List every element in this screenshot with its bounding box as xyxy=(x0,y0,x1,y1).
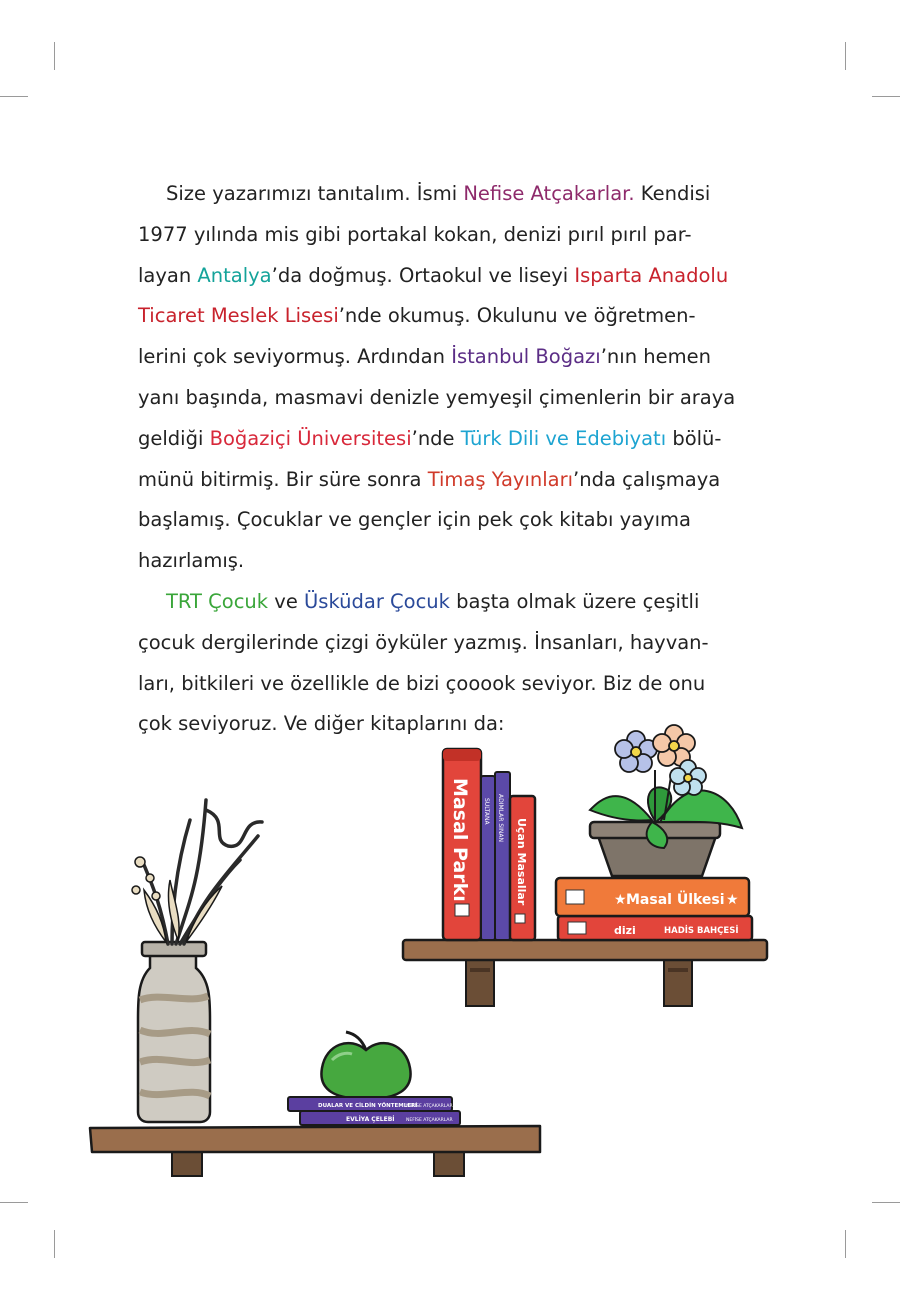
magazine-uskudar: Üsküdar Çocuk xyxy=(304,589,450,613)
line: başlamış. Çocuklar ve gençler için pek çok kitabı yayıma xyxy=(138,508,691,532)
school-name: Ticaret Meslek Lisesi xyxy=(138,304,339,328)
place-antalya: Antalya xyxy=(197,263,272,287)
book-masal-ulkesi xyxy=(556,878,749,916)
book-title: EVLİYA ÇELEBİ xyxy=(346,1116,395,1123)
text-run: Size yazarımızı tanıtalım. İsmi xyxy=(166,182,464,205)
text-run: geldiği xyxy=(138,426,210,450)
line: çok seviyoruz. Ve diğer kitaplarını da: xyxy=(138,712,505,736)
book-masal-parki xyxy=(443,749,481,940)
text-run: bölü- xyxy=(666,426,722,450)
book-title: SULTANA xyxy=(483,798,490,825)
book-adimlar xyxy=(495,772,510,940)
text-run: ’da doğmuş. Ortaokul ve liseyi xyxy=(271,263,575,287)
text-run: ’nde okumuş. Okulunu ve öğretmen- xyxy=(338,304,696,328)
svg-text:★: ★ xyxy=(614,892,627,908)
text-run: layan xyxy=(138,263,198,287)
text-run: lerini çok seviyormuş. Ardından xyxy=(138,345,452,369)
text-run: ve xyxy=(268,589,305,613)
school-name: Isparta Anadolu xyxy=(574,263,729,287)
book-title: DUALAR VE CİLDİN YÖNTEMLERİ xyxy=(318,1103,418,1109)
book-ucan-masallar xyxy=(510,796,535,940)
department-name: Türk Dili ve Edebiyatı xyxy=(460,426,667,450)
magazine-trt: TRT Çocuk xyxy=(166,589,269,613)
lower-shelf xyxy=(90,1126,540,1176)
text-run: başta olmak üzere çeşitli xyxy=(449,589,700,613)
author-name: Nefise Atçakarlar. xyxy=(463,182,635,205)
line: hazırlamış. xyxy=(138,549,245,573)
line: ları, bitkileri ve özellikle de bizi çooook seviyor. Biz de onu xyxy=(138,671,706,695)
upper-shelf xyxy=(403,940,767,1006)
book-sultana xyxy=(481,776,495,940)
text-run: ’nda çalışmaya xyxy=(573,467,721,491)
book-series: dizi xyxy=(614,924,636,937)
text-run: Kendisi xyxy=(634,182,711,205)
line: yanı başında, masmavi denizle yemyeşil çimenlerin bir araya xyxy=(138,385,736,409)
flowers xyxy=(615,725,706,795)
book-title: Masal Parkı xyxy=(449,778,471,902)
line: çocuk dergilerinde çizgi öyküler yazmış. İnsanları, hayvan- xyxy=(138,630,709,654)
vase xyxy=(138,942,210,1122)
book-evliya-celebi xyxy=(300,1111,460,1125)
place-istanbul: İstanbul Boğazı xyxy=(451,345,601,369)
text-run: ’nde xyxy=(411,426,461,450)
text-run: münü bitirmiş. Bir süre sonra xyxy=(138,467,428,491)
text-run: ’nın hemen xyxy=(600,345,711,369)
publisher-name: Timaş Yayınları xyxy=(427,467,574,491)
book-hadis-bahcesi xyxy=(558,916,752,940)
book-dualar xyxy=(288,1097,453,1111)
university-name: Boğaziçi Üniversitesi xyxy=(209,426,412,450)
book-author: NEFİSE ATÇAKARLAR xyxy=(406,1118,453,1123)
book-title: ADIMLAR SINAN xyxy=(497,794,504,842)
line: 1977 yılında mis gibi portakal kokan, denizi pırıl pırıl par- xyxy=(138,222,692,246)
apple xyxy=(321,1032,410,1098)
book-title: Uçan Masallar xyxy=(515,818,528,906)
book-author: NEFİSE ATÇAKARLAR xyxy=(406,1104,453,1109)
book-title: HADİS BAHÇESİ xyxy=(664,926,739,936)
book-title: Masal Ülkesi xyxy=(626,892,725,908)
svg-text:★: ★ xyxy=(726,892,739,908)
